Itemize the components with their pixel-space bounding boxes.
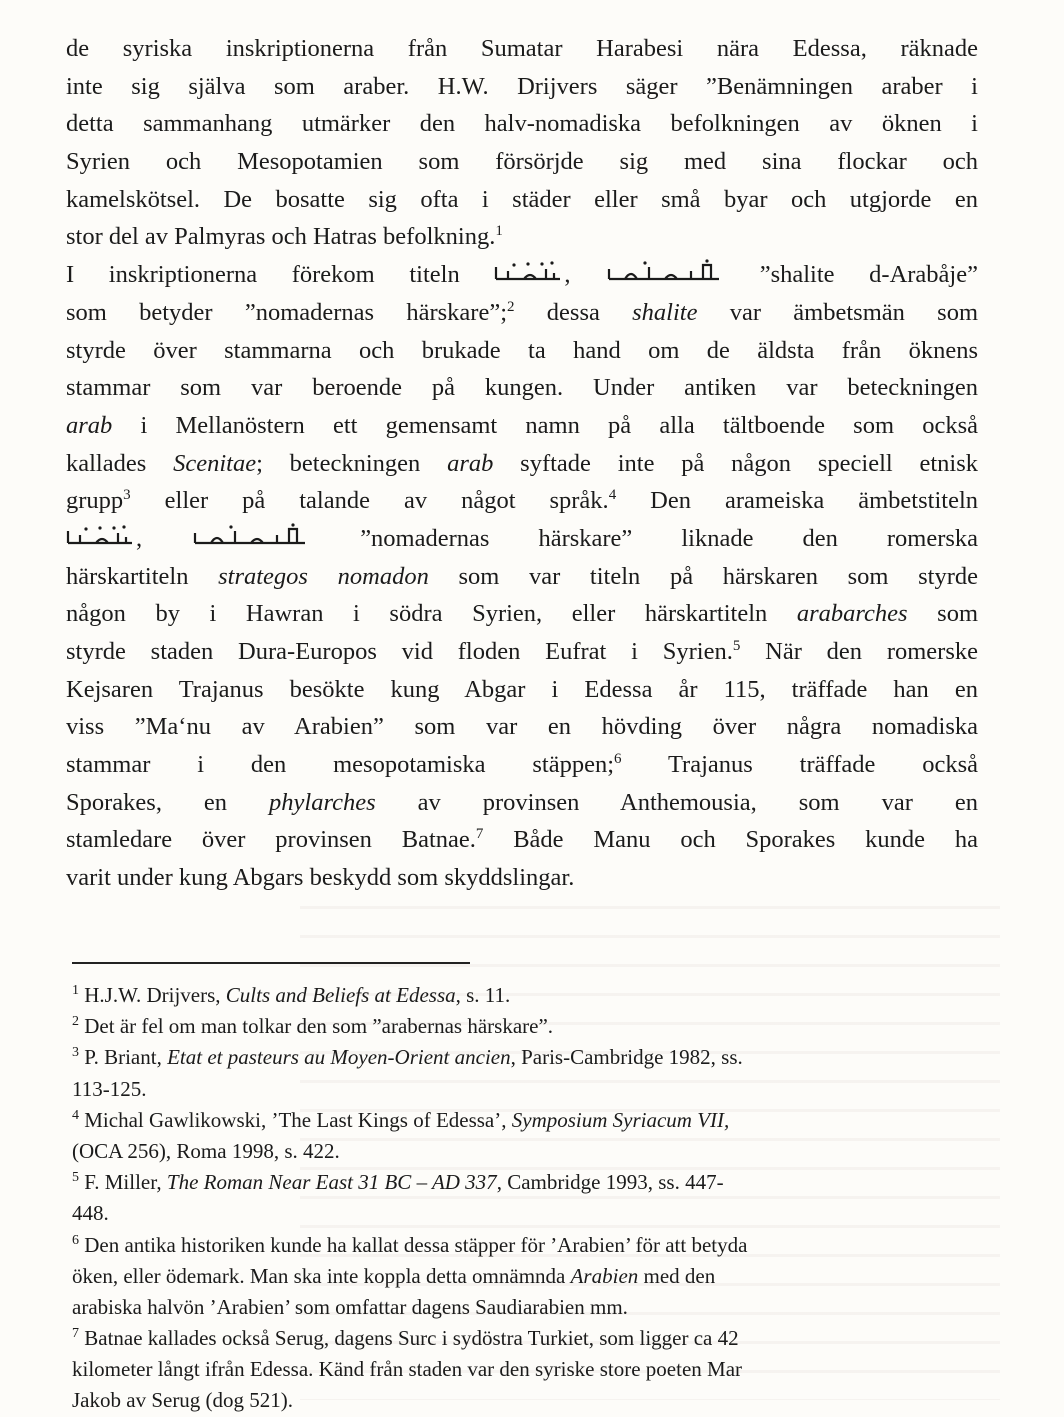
text-segment: I inskriptionerna förekom titeln [66, 261, 460, 289]
text-segment: i Mellanöstern ett gemensamt namn på alla tältboende som också [112, 411, 978, 439]
footnote-number: 1 [72, 983, 79, 998]
italic-term: arab [66, 411, 113, 439]
text-line: detta sammanhang utmärker den halv-nomadiska befolkningen av öknen i [66, 110, 978, 138]
text-segment: När den romerske [740, 638, 978, 665]
text-segment: Både Manu och Sporakes kunde ha [483, 826, 978, 854]
footnote-4-cont: (OCA 256), Roma 1998, s. 422. [72, 1138, 340, 1163]
syriac-word-d-arabaje [191, 523, 311, 549]
text-segment: Det är fel om man tolkar den som ”arabernas härskare”. [79, 1014, 554, 1039]
text-segment: Den antika historiken kunde ha kallat dessa stäpper för ’Arabien’ för att betyda [79, 1232, 748, 1257]
text-segment: grupp [66, 487, 124, 515]
footnotes [72, 980, 972, 1417]
text-segment: ”shalite d-Arabåje” [759, 261, 978, 289]
footnote-ref[interactable]: 2 [507, 298, 515, 315]
italic-term: shalite [632, 298, 698, 326]
footnote-7 [72, 1323, 972, 1354]
text-line: inte sig själva som araber. H.W. Drijvers säger ”Benämningen araber i [66, 72, 978, 100]
book-title: Symposium Syriacum VII, [511, 1107, 730, 1132]
syriac-word-shalite [66, 523, 136, 549]
text-line: varit under kung Abgars beskydd som skyddslingar. [66, 864, 575, 892]
text-segment: som betyder ”nomadernas härskare”; [66, 298, 508, 326]
syriac-word-shalite [494, 259, 564, 285]
syriac-word-d-arabaje [605, 259, 725, 285]
text-segment: styrde staden Dura-Europos vid floden Eufrat i Syrien. [66, 638, 733, 665]
book-title: Cults and Beliefs at Edessa [225, 983, 456, 1007]
text-segment: Michal Gawlikowski, ’The Last Kings of Edessa’, [79, 1107, 512, 1132]
footnote-ref[interactable]: 5 [732, 638, 741, 654]
footnote-6-cont: arabiska halvön ’Arabien’ som omfattar dagens Saudiarabien mm. [72, 1294, 628, 1319]
footnote-5-cont: 448. [72, 1201, 109, 1226]
italic-term: phylarches [269, 788, 376, 816]
text-line [66, 784, 978, 822]
text-segment: H.J.W. Drijvers, [79, 983, 226, 1007]
footnote-ref[interactable]: 6 [614, 751, 622, 768]
italic-term: arab [447, 449, 494, 477]
footnote-7-cont: kilometer långt ifrån Edessa. Känd från staden var den syriske store poeten Mar [72, 1357, 743, 1382]
italic-term: strategos nomadon [218, 562, 429, 590]
text-segment: Sporakes, en [66, 788, 270, 816]
text-segment: som [907, 600, 978, 628]
page-body [66, 30, 978, 897]
footnote-7-cont: Jakob av Serug (dog 521). [72, 1388, 294, 1413]
text-line: de syriska inskriptionerna från Sumatar Harabesi nära Edessa, räknade [66, 35, 978, 62]
text-segment: Batnae kallades också Serug, dagens Surc i sydöstra Turkiet, som ligger ca 42 [79, 1326, 739, 1351]
text-segment: stammar i den mesopotamiska stäppen; [66, 751, 615, 779]
footnote-6 [72, 1230, 972, 1261]
text-segment: P. Briant, [79, 1045, 168, 1070]
footnote-number: 6 [72, 1232, 79, 1248]
footnote-3 [72, 1042, 972, 1073]
text-segment: eller på talande av något språk. [130, 487, 609, 515]
text-line [66, 407, 978, 445]
text-segment: Den arameiska ämbetstiteln [616, 487, 978, 515]
book-title: Etat et pasteurs au Moyen-Orient ancien [167, 1045, 511, 1070]
text-line: , ”nomadernas härskare” liknade den romerska [66, 520, 978, 558]
italic-term: Scenitae [173, 449, 257, 477]
text-line [66, 294, 978, 332]
text-segment: ”nomadernas härskare” liknade den romerska [360, 524, 979, 552]
footnote-ref[interactable]: 4 [608, 487, 617, 504]
text-line [66, 445, 978, 483]
text-line [66, 558, 978, 596]
footnote-1 [72, 980, 972, 1011]
text-line: styrde över stammarna och brukade ta hand om de äldsta från öknens [66, 336, 978, 364]
text-segment: Trajanus träffade också [621, 751, 979, 779]
text-line [66, 482, 978, 520]
footnote-separator [72, 962, 470, 964]
text-segment: F. Miller, [79, 1170, 167, 1195]
text-line: viss ”Ma‘nu av Arabien” som var en hövding över några nomadiska [66, 713, 978, 741]
text-line: Syrien och Mesopotamien som försörjde sig med sina flockar och [66, 148, 978, 176]
footnote-number: 2 [72, 1014, 79, 1030]
footnote-ref[interactable]: 3 [123, 487, 131, 504]
footnote-3-cont: 113-125. [72, 1076, 147, 1101]
footnote-4 [72, 1105, 972, 1136]
footnote-number: 4 [72, 1107, 79, 1123]
text-line [66, 821, 978, 859]
text-line: I inskriptionerna förekom titeln , ”shalite d-Arabåje” [66, 261, 978, 289]
text-line: kamelskötsel. De bosatte sig ofta i städer eller små byar och utgjorde en [66, 185, 978, 213]
main-text [66, 30, 978, 897]
text-segment: dessa [514, 298, 633, 326]
text-segment: som var titeln på härskaren som styrde [428, 562, 978, 590]
text-line [66, 746, 978, 784]
italic-term: Arabien [570, 1263, 639, 1288]
book-title: The Roman Near East 31 BC – AD 337 [166, 1170, 497, 1195]
text-segment: någon by i Hawran i södra Syrien, eller härskartiteln [66, 600, 797, 628]
text-segment: stor del av Palmyras och Hatras befolkning. [66, 223, 496, 251]
text-segment: kallades [66, 449, 174, 477]
text-segment: , s. 11. [455, 983, 511, 1007]
text-segment: , Cambridge 1993, ss. 447- [496, 1170, 724, 1195]
text-line [66, 633, 978, 671]
text-line [66, 595, 978, 633]
text-line: Kejsaren Trajanus besökte kung Abgar i Edessa år 115, träffade han en [66, 675, 978, 703]
text-segment: var ämbetsmän som [697, 298, 978, 326]
footnote-number: 5 [72, 1170, 79, 1186]
text-segment: ; beteckningen [256, 449, 448, 477]
text-segment: med den [638, 1263, 716, 1288]
footnote-ref[interactable]: 7 [475, 826, 484, 843]
footnote-number: 3 [72, 1045, 79, 1061]
footnote-5 [72, 1167, 972, 1198]
italic-term: arabarches [796, 600, 908, 628]
text-segment: öken, eller ödemark. Man ska inte koppla detta omnämnda [72, 1263, 571, 1288]
text-segment: härskartiteln [66, 562, 219, 590]
text-segment: syftade inte på någon speciell etnisk [493, 449, 978, 477]
text-line [66, 218, 978, 256]
footnote-6-cont [72, 1261, 972, 1292]
footnote-ref[interactable]: 1 [495, 223, 503, 240]
footnote-2 [72, 1011, 972, 1042]
text-segment: , Paris-Cambridge 1982, ss. [510, 1045, 743, 1070]
text-line: stammar som var beroende på kungen. Under antiken var beteckningen [66, 374, 978, 402]
text-segment: av provinsen Anthemousia, som var en [375, 788, 978, 816]
footnote-number: 7 [72, 1326, 79, 1342]
text-segment: stamledare över provinsen Batnae. [66, 826, 476, 854]
